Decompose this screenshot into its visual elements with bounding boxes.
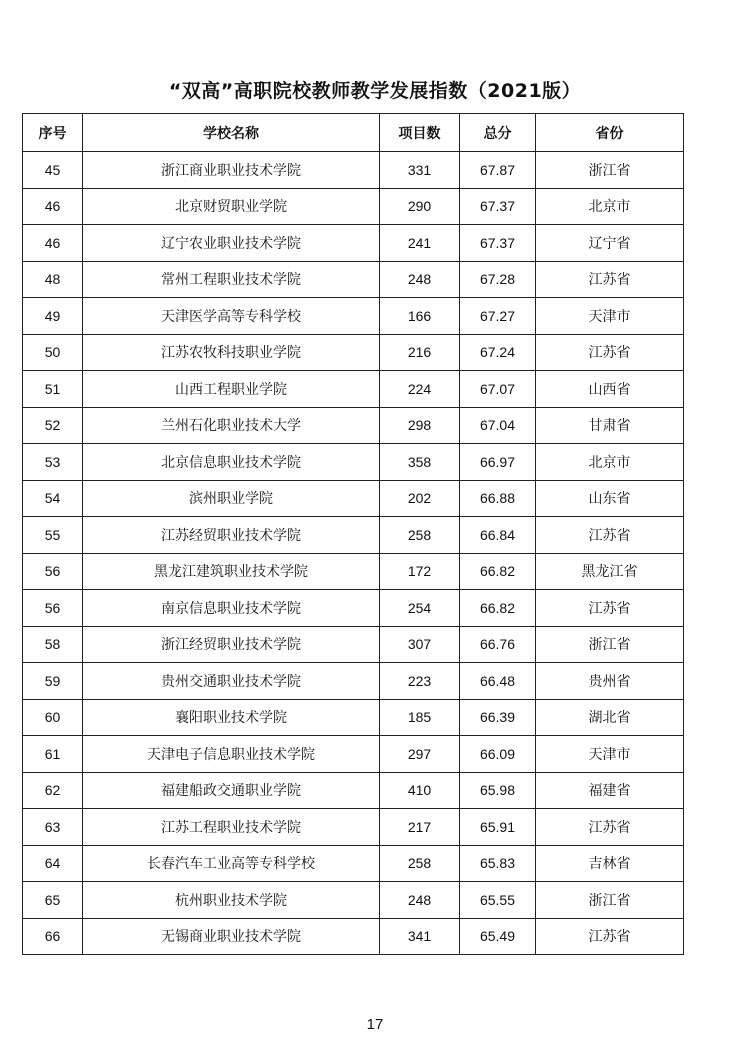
- school-name-cell: 浙江经贸职业技术学院: [83, 626, 380, 663]
- total-score-cell: 66.88: [460, 480, 536, 517]
- province-cell: 江苏省: [536, 809, 684, 846]
- project-count-cell: 290: [380, 188, 460, 225]
- rank-cell: 61: [23, 736, 83, 773]
- rank-cell: 64: [23, 845, 83, 882]
- rank-cell: 51: [23, 371, 83, 408]
- project-count-cell: 258: [380, 845, 460, 882]
- total-score-cell: 66.97: [460, 444, 536, 481]
- total-score-cell: 66.39: [460, 699, 536, 736]
- province-cell: 江苏省: [536, 517, 684, 554]
- project-count-cell: 258: [380, 517, 460, 554]
- column-header-rank: 序号: [23, 114, 83, 152]
- table-row: [23, 809, 684, 846]
- project-count-cell: 224: [380, 371, 460, 408]
- total-score-cell: 67.07: [460, 371, 536, 408]
- table-row: [23, 663, 684, 700]
- rank-cell: 55: [23, 517, 83, 554]
- province-cell: 甘肃省: [536, 407, 684, 444]
- total-score-cell: 67.04: [460, 407, 536, 444]
- school-name-cell: 兰州石化职业技术大学: [83, 407, 380, 444]
- rank-cell: 63: [23, 809, 83, 846]
- total-score-cell: 65.55: [460, 882, 536, 919]
- project-count-cell: 331: [380, 152, 460, 189]
- province-cell: 北京市: [536, 444, 684, 481]
- rank-cell: 52: [23, 407, 83, 444]
- school-name-cell: 江苏工程职业技术学院: [83, 809, 380, 846]
- table-row: [23, 371, 684, 408]
- project-count-cell: 241: [380, 225, 460, 262]
- project-count-cell: 185: [380, 699, 460, 736]
- school-name-cell: 江苏经贸职业技术学院: [83, 517, 380, 554]
- total-score-cell: 67.24: [460, 334, 536, 371]
- project-count-cell: 298: [380, 407, 460, 444]
- province-cell: 湖北省: [536, 699, 684, 736]
- province-cell: 江苏省: [536, 918, 684, 955]
- total-score-cell: 65.49: [460, 918, 536, 955]
- school-name-cell: 滨州职业学院: [83, 480, 380, 517]
- province-cell: 黑龙江省: [536, 553, 684, 590]
- school-name-cell: 江苏农牧科技职业学院: [83, 334, 380, 371]
- school-name-cell: 北京财贸职业学院: [83, 188, 380, 225]
- project-count-cell: 216: [380, 334, 460, 371]
- school-name-cell: 贵州交通职业技术学院: [83, 663, 380, 700]
- rank-cell: 62: [23, 772, 83, 809]
- project-count-cell: 254: [380, 590, 460, 627]
- province-cell: 浙江省: [536, 152, 684, 189]
- school-name-cell: 辽宁农业职业技术学院: [83, 225, 380, 262]
- total-score-cell: 65.91: [460, 809, 536, 846]
- table-row: [23, 699, 684, 736]
- total-score-cell: 66.48: [460, 663, 536, 700]
- column-header-school: 学校名称: [83, 114, 380, 152]
- table-row: [23, 261, 684, 298]
- school-name-cell: 福建船政交通职业学院: [83, 772, 380, 809]
- total-score-cell: 65.83: [460, 845, 536, 882]
- province-cell: 天津市: [536, 298, 684, 335]
- page-title: “双高”高职院校教师教学发展指数（2021版）: [168, 80, 582, 102]
- province-cell: 北京市: [536, 188, 684, 225]
- rank-cell: 60: [23, 699, 83, 736]
- project-count-cell: 307: [380, 626, 460, 663]
- table-row: [23, 590, 684, 627]
- rank-cell: 58: [23, 626, 83, 663]
- province-cell: 江苏省: [536, 590, 684, 627]
- column-header-project-count: 项目数: [380, 114, 460, 152]
- ranking-table: [22, 113, 684, 955]
- table-row: [23, 918, 684, 955]
- table-row: [23, 298, 684, 335]
- school-name-cell: 南京信息职业技术学院: [83, 590, 380, 627]
- project-count-cell: 358: [380, 444, 460, 481]
- table-row: [23, 444, 684, 481]
- total-score-cell: 67.87: [460, 152, 536, 189]
- rank-cell: 46: [23, 188, 83, 225]
- school-name-cell: 长春汽车工业高等专科学校: [83, 845, 380, 882]
- rank-cell: 66: [23, 918, 83, 955]
- province-cell: 贵州省: [536, 663, 684, 700]
- project-count-cell: 297: [380, 736, 460, 773]
- rank-cell: 59: [23, 663, 83, 700]
- table-row: [23, 407, 684, 444]
- table-row: [23, 736, 684, 773]
- province-cell: 辽宁省: [536, 225, 684, 262]
- table-row: [23, 188, 684, 225]
- school-name-cell: 天津医学高等专科学校: [83, 298, 380, 335]
- total-score-cell: 67.28: [460, 261, 536, 298]
- project-count-cell: 202: [380, 480, 460, 517]
- province-cell: 山东省: [536, 480, 684, 517]
- province-cell: 江苏省: [536, 261, 684, 298]
- total-score-cell: 67.37: [460, 188, 536, 225]
- rank-cell: 45: [23, 152, 83, 189]
- rank-cell: 53: [23, 444, 83, 481]
- rank-cell: 49: [23, 298, 83, 335]
- rank-cell: 46: [23, 225, 83, 262]
- project-count-cell: 166: [380, 298, 460, 335]
- project-count-cell: 217: [380, 809, 460, 846]
- rank-cell: 50: [23, 334, 83, 371]
- province-cell: 浙江省: [536, 882, 684, 919]
- project-count-cell: 248: [380, 261, 460, 298]
- school-name-cell: 常州工程职业技术学院: [83, 261, 380, 298]
- total-score-cell: 66.82: [460, 590, 536, 627]
- table-header-row: [23, 114, 684, 152]
- school-name-cell: 杭州职业技术学院: [83, 882, 380, 919]
- project-count-cell: 223: [380, 663, 460, 700]
- school-name-cell: 无锡商业职业技术学院: [83, 918, 380, 955]
- province-cell: 天津市: [536, 736, 684, 773]
- rank-cell: 65: [23, 882, 83, 919]
- total-score-cell: 66.09: [460, 736, 536, 773]
- column-header-total-score: 总分: [460, 114, 536, 152]
- project-count-cell: 248: [380, 882, 460, 919]
- rank-cell: 56: [23, 590, 83, 627]
- rank-cell: 54: [23, 480, 83, 517]
- page-number: 17: [366, 1016, 384, 1033]
- column-header-province: 省份: [536, 114, 684, 152]
- province-cell: 浙江省: [536, 626, 684, 663]
- province-cell: 吉林省: [536, 845, 684, 882]
- school-name-cell: 天津电子信息职业技术学院: [83, 736, 380, 773]
- school-name-cell: 北京信息职业技术学院: [83, 444, 380, 481]
- total-score-cell: 66.82: [460, 553, 536, 590]
- school-name-cell: 襄阳职业技术学院: [83, 699, 380, 736]
- school-name-cell: 黑龙江建筑职业技术学院: [83, 553, 380, 590]
- table-row: [23, 845, 684, 882]
- province-cell: 山西省: [536, 371, 684, 408]
- total-score-cell: 66.76: [460, 626, 536, 663]
- total-score-cell: 67.27: [460, 298, 536, 335]
- project-count-cell: 410: [380, 772, 460, 809]
- table-row: [23, 152, 684, 189]
- school-name-cell: 山西工程职业学院: [83, 371, 380, 408]
- total-score-cell: 67.37: [460, 225, 536, 262]
- table-row: [23, 626, 684, 663]
- table-row: [23, 334, 684, 371]
- province-cell: 江苏省: [536, 334, 684, 371]
- total-score-cell: 65.98: [460, 772, 536, 809]
- table-row: [23, 225, 684, 262]
- project-count-cell: 341: [380, 918, 460, 955]
- rank-cell: 56: [23, 553, 83, 590]
- table-row: [23, 480, 684, 517]
- table-row: [23, 517, 684, 554]
- project-count-cell: 172: [380, 553, 460, 590]
- total-score-cell: 66.84: [460, 517, 536, 554]
- rank-cell: 48: [23, 261, 83, 298]
- school-name-cell: 浙江商业职业技术学院: [83, 152, 380, 189]
- table-row: [23, 553, 684, 590]
- table-row: [23, 882, 684, 919]
- province-cell: 福建省: [536, 772, 684, 809]
- table-row: [23, 772, 684, 809]
